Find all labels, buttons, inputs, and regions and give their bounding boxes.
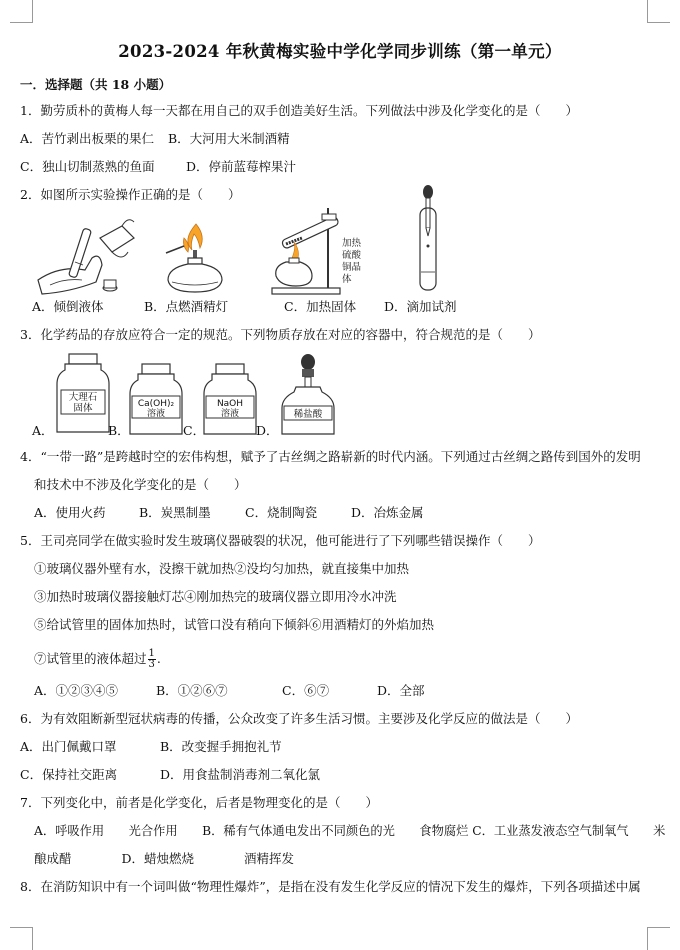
q7-options-line1: A．呼吸作用 光合作用 B．稀有气体通电发出不同颜色的光 食物腐烂 C．工业蒸发液态空气制氧气 米 <box>34 824 666 838</box>
crop-mark-top-right <box>647 0 670 23</box>
q2-option-d: D．滴加试剂 <box>384 299 457 314</box>
q1-stem: 1．勤劳质朴的黄梅人每一天都在用自己的双手创造美好生活。下列做法中涉及化学变化的是（ ） <box>20 103 578 118</box>
q2-option-c: C．加热固体 <box>284 299 357 314</box>
q3-option-c: C． <box>183 423 206 438</box>
bottle-c-label-1: NaOH <box>216 399 244 409</box>
q4-option-a: A．使用火药 <box>34 505 106 520</box>
alcohol-lamp-figure <box>160 218 230 298</box>
q5-option-a: A．①②③④⑤ <box>34 683 119 698</box>
q3-option-d: D． <box>256 423 279 438</box>
q5-line3: ⑤给试管里的固体加热时，试管口没有稍向下倾斜⑥用酒精灯的外焰加热 <box>34 617 435 632</box>
q5-line4-text: ⑦试管里的液体超过 <box>34 651 147 666</box>
q1-option-a: A．苦竹剥出板栗的果仁 <box>20 131 155 146</box>
q6-option-c: C．保持社交距离 <box>20 767 118 782</box>
section-heading: 一．选择题（共 18 小题） <box>20 77 172 92</box>
heat-label-3: 铜晶 <box>342 262 362 273</box>
q2-option-b: B．点燃酒精灯 <box>144 299 229 314</box>
pour-liquid-figure <box>30 210 140 300</box>
dropper-bottle-d-figure <box>280 354 336 436</box>
q2-stem: 2．如图所示实验操作正确的是（ ） <box>20 187 241 202</box>
q7-options-line2: 酿成醋 D．蜡烛燃烧 酒精挥发 <box>34 851 295 866</box>
narrow-bottle-c-figure <box>202 362 258 436</box>
bottle-b-label-2: 溶液 <box>146 409 166 419</box>
q6-option-d: D．用食盐制消毒剂二氧化氯 <box>160 767 321 782</box>
q4-options <box>34 505 424 521</box>
dropper-figure <box>408 184 448 294</box>
crop-mark-bottom-right <box>647 927 670 950</box>
q6-options-row2 <box>20 767 320 783</box>
wide-mouth-bottle-figure <box>55 350 111 436</box>
q5-line1: ①玻璃仪器外壁有水，没擦干就加热②没均匀加热，就直接集中加热 <box>34 561 410 576</box>
q5-option-c: C．⑥⑦ <box>282 683 330 698</box>
q1-option-b: B．大河用大米制酒精 <box>168 131 290 146</box>
heat-label-2: 硫酸 <box>342 250 362 261</box>
q6-stem: 6．为有效阻断新型冠状病毒的传播，公众改变了许多生活习惯。主要涉及化学反应的做法是（ ） <box>20 711 578 726</box>
bottle-b-label-1: Ca(OH)₂ <box>137 399 175 409</box>
narrow-bottle-b-figure <box>128 362 184 436</box>
bottle-a-label-1: 大理石 <box>68 392 98 403</box>
q5-fraction-numerator: 1 <box>148 648 155 659</box>
q3-option-a: A． <box>32 423 54 438</box>
crop-mark-top-left <box>10 0 33 23</box>
q1-option-d: D．停前蓝莓榨果汁 <box>186 159 297 174</box>
q3-stem: 3．化学药品的存放应符合一定的规范。下列物质存放在对应的容器中，符合规范的是（ ） <box>20 327 541 342</box>
bottle-d-label: 稀盐酸 <box>293 409 323 420</box>
page-title: 2023-2024 年秋黄梅实验中学化学同步训练（第一单元） <box>118 42 562 61</box>
q4-option-d: D．冶炼金属 <box>351 505 424 520</box>
q6-option-a: A．出门佩戴口罩 <box>20 739 117 754</box>
crop-mark-bottom-left <box>10 927 33 950</box>
q5-line2: ③加热时玻璃仪器接触灯芯④刚加热完的玻璃仪器立即用冷水冲洗 <box>34 589 397 604</box>
q5-fraction <box>148 649 156 670</box>
q1-options-row1 <box>20 131 290 147</box>
bottle-c-label-2: 溶液 <box>220 409 240 419</box>
q8-stem: 8．在消防知识中有一个词叫做“物理性爆炸”，是指在没有发生化学反应的情况下发生的爆炸，下列各项描述中属 <box>20 879 641 894</box>
q5-line4-end: . <box>156 651 161 666</box>
q4-option-c: C．烧制陶瓷 <box>245 505 318 520</box>
q1-options-row2 <box>20 159 296 175</box>
q5-option-d: D．全部 <box>377 683 425 698</box>
q6-options-row1 <box>20 739 282 755</box>
q1-option-c: C．独山切制蒸熟的鱼面 <box>20 159 155 174</box>
q3-option-b: B． <box>108 423 130 438</box>
q7-stem: 7．下列变化中，前者是化学变化，后者是物理变化的是（ ） <box>20 795 378 810</box>
q5-options <box>34 683 425 699</box>
q6-option-b: B．改变握手拥抱礼节 <box>160 739 282 754</box>
heat-solid-figure <box>262 200 372 300</box>
q4-stem-line1: 4．“一带一路”是跨越时空的宏伟构想，赋予了古丝绸之路崭新的时代内涵。下列通过古丝绸之路传到国外的发明 <box>20 449 641 464</box>
q4-stem-line2: 和技术中不涉及化学变化的是（ ） <box>34 477 247 492</box>
q2-options <box>32 299 457 315</box>
q2-option-a: A．倾倒液体 <box>32 299 104 314</box>
heat-label-1: 加热 <box>342 238 362 249</box>
q5-fraction-denominator: 3 <box>148 659 155 670</box>
q4-option-b: B．炭黑制墨 <box>139 505 211 520</box>
bottle-a-label-2: 固体 <box>73 403 93 414</box>
q5-option-b: B．①②⑥⑦ <box>156 683 228 698</box>
q5-stem: 5．王司亮同学在做实验时发生玻璃仪器破裂的状况，他可能进行了下列哪些错误操作（ ） <box>20 533 541 548</box>
heat-label-4: 体 <box>342 274 352 285</box>
q5-line4 <box>34 646 161 672</box>
